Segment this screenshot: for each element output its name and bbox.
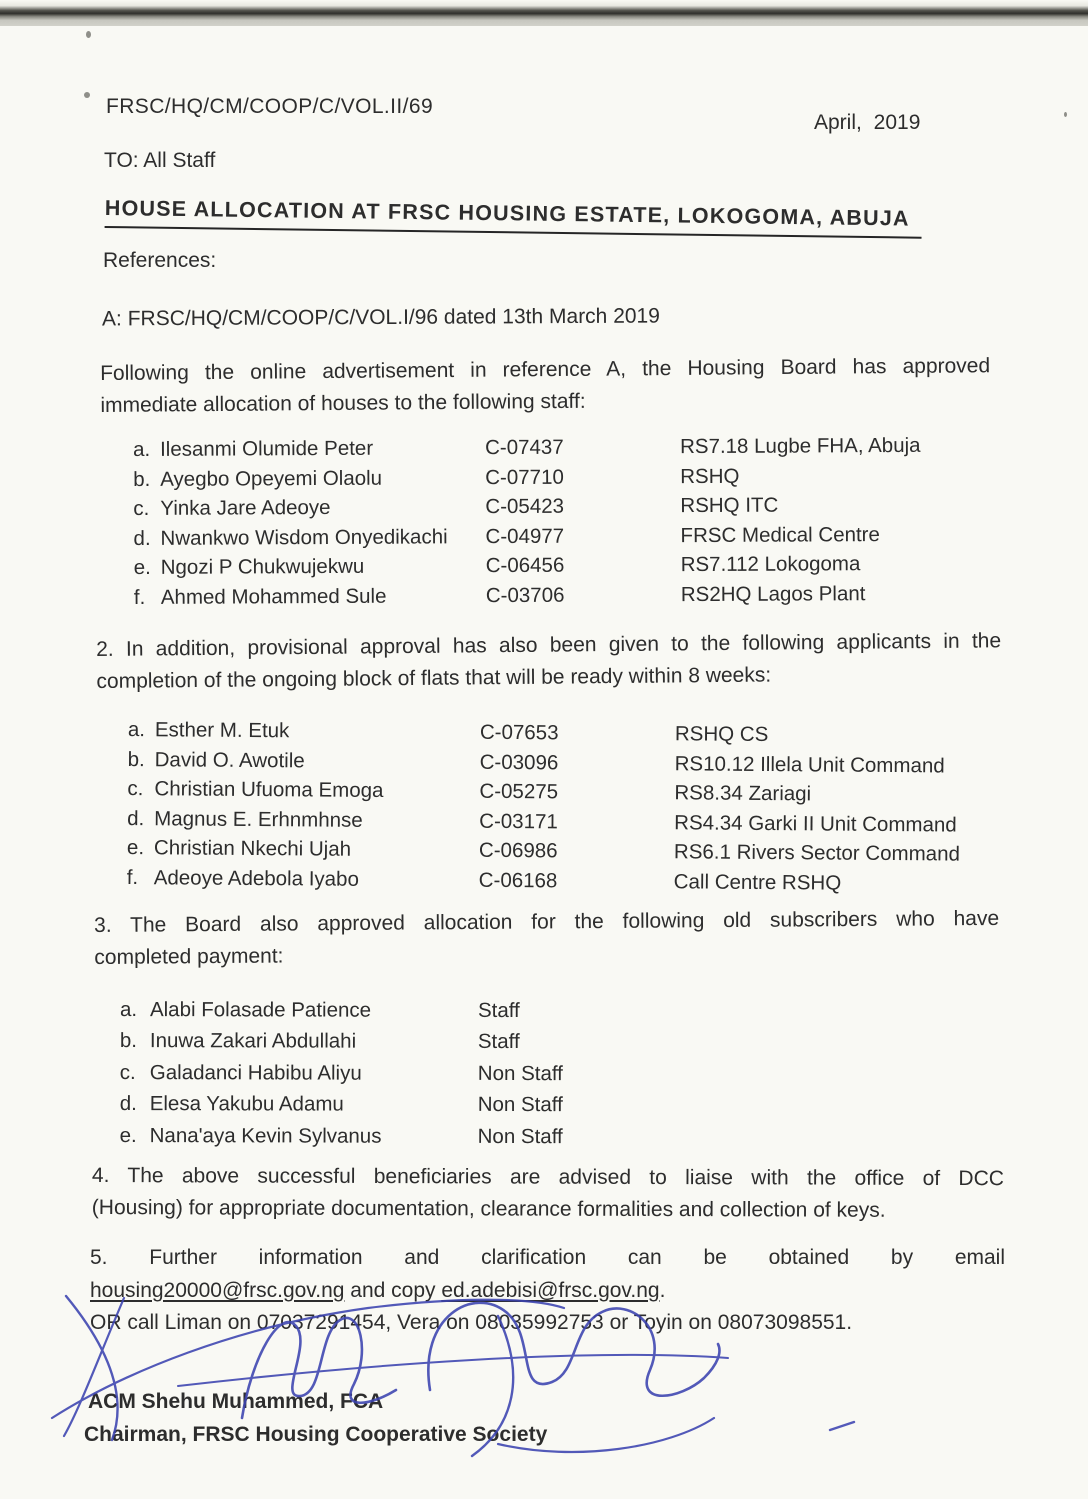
staff-name: David O. Awotile [154,747,305,772]
subscriber-name: Inuwa Zakari Abdullahi [149,1029,357,1054]
allocation-location: RSHQ CS [674,722,769,747]
paragraph-line [90,1275,1005,1308]
row-letter: c. [119,1060,136,1084]
subscriber-name: Alabi Folasade Patience [149,998,372,1022]
allocation-location: RS7.18 Lugbe FHA, Abuja [679,433,921,459]
row-letter: c. [127,776,144,801]
paragraph-line: OR call Liman on 07037291454, Vera on 08035992753 or Toyin on 08073098551. [90,1311,853,1334]
staff-code: C-06986 [478,838,558,863]
row-letter: c. [133,496,150,520]
paragraph-3 [94,903,999,973]
paragraph-line: 2. In addition, provisional approval has also been given to the following applicants in the [96,629,1002,661]
row-letter: e. [119,1123,137,1147]
paragraph-line: 5. Further information and clarification can be obtained by email [90,1246,1005,1269]
paragraph-4 [92,1160,1004,1226]
scan-edge-bottom [0,0,1088,26]
allocation-row [133,434,921,468]
allocation-location: RSHQ ITC [680,493,779,518]
subscriber-status: Staff [477,1030,520,1054]
allocation-row [133,522,921,556]
allocation-row [127,865,960,901]
staff-name: Christian Ufuoma Emoga [154,777,384,803]
staff-code: C-04977 [485,524,565,548]
subscriber-status: Staff [477,998,520,1023]
reference-number: FRSC/HQ/CM/COOP/C/VOL.II/69 [106,95,434,118]
document-date: April, 2019 [814,111,921,134]
staff-name: Ayegbo Opeyemi Olaolu [160,466,383,491]
allocation-location: RS7.112 Lokogoma [680,552,861,577]
staff-code: C-06168 [478,868,558,892]
allocation-location: RSHQ [680,464,740,488]
paragraph-line: Following the online advertisement in reference A, the Housing Board has approved [100,354,991,385]
allocation-location: RS10.12 Illela Unit Command [674,751,945,777]
reference-a-line: A: FRSC/HQ/CM/COOP/C/VOL.I/96 dated 13th March 2019 [101,304,660,331]
allocation-list-2 [127,718,961,902]
subscriber-row [120,1092,563,1125]
paragraph-line: (Housing) for appropriate documentation, clearance formalities and collection of keys. [91,1195,886,1222]
paragraph-line: immediate allocation of houses to the following staff: [100,389,586,417]
paragraph-5 [90,1242,1005,1340]
staff-code: C-03171 [479,809,558,833]
signature-stroke [830,1422,854,1430]
scan-speck [1064,112,1067,117]
row-letter: b. [119,1029,138,1053]
row-letter: e. [133,555,151,579]
subscriber-status: Non Staff [477,1124,563,1148]
row-letter: f. [133,585,146,609]
row-letter: e. [126,835,145,860]
allocation-location: RS6.1 Rivers Sector Command [673,840,961,866]
scan-speck [86,31,91,38]
signatory-title: Chairman, FRSC Housing Cooperative Society [84,1423,548,1446]
row-letter: d. [127,806,145,830]
staff-name: Ahmed Mohammed Sule [160,584,387,609]
subscriber-status: Non Staff [477,1093,563,1117]
staff-code: C-07437 [484,435,564,460]
paragraph-line: 4. The above successful beneficiaries are advised to liaise with the office of DCC [91,1164,1004,1191]
allocation-list-1 [133,434,921,615]
allocation-location: FRSC Medical Centre [680,522,880,547]
allocation-row [134,552,922,586]
staff-name: Esther M. Etuk [154,718,290,743]
row-letter: d. [119,1092,137,1116]
subscriber-status: Non Staff [477,1061,563,1085]
row-letter: a. [119,998,138,1022]
subscriber-row [120,998,563,1031]
allocation-row [133,463,921,497]
references-label: References: [103,249,217,272]
paragraph-2 [96,625,1002,697]
between-emails-text: and copy [344,1278,442,1302]
staff-name: Ngozi P Chukwujekwu [160,554,365,579]
scan-speck [84,92,90,98]
staff-name: Yinka Jare Adeoye [160,495,331,520]
signatory-name: ACM Shehu Muhammed, FCA [88,1390,384,1413]
allocation-location: RS8.34 Zariagi [674,781,812,806]
subscriber-row [120,1124,563,1157]
row-letter: f. [126,865,139,889]
allocation-row [133,493,921,527]
allocation-location: Call Centre RSHQ [673,869,842,895]
row-letter: b. [127,747,145,771]
document-title: HOUSE ALLOCATION AT FRSC HOUSING ESTATE, LOKOGOMA, ABUJA [105,196,922,239]
paragraph-line: completed payment: [94,944,284,969]
staff-code: C-03096 [479,750,559,774]
staff-name: Christian Nkechi Ujah [153,836,352,861]
row-letter: a. [127,718,146,742]
after-emails-text: . [659,1278,666,1302]
subscriber-row [120,1061,563,1094]
subscriber-name: Galadanci Habibu Aliyu [149,1060,362,1085]
addressee-line: TO: All Staff [104,149,216,172]
staff-code: C-06456 [485,553,565,578]
paragraph-line: 3. The Board also approved allocation for the following old subscribers who have [94,906,1000,937]
subscriber-list [120,998,564,1156]
email-housing: housing20000@frsc.gov.ng [90,1278,345,1302]
staff-name: Nwankwo Wisdom Onyedikachi [160,524,448,550]
staff-code: C-05423 [485,494,565,519]
staff-code: C-05275 [479,779,559,804]
staff-name: Ilesanmi Olumide Peter [159,436,374,461]
row-letter: a. [133,437,151,461]
staff-code: C-03706 [485,583,565,607]
row-letter: b. [133,467,151,491]
paragraph-line: completion of the ongoing block of flats that will be ready within 8 weeks: [96,663,772,693]
paragraph-1 [100,350,991,421]
allocation-location: RS4.34 Garki II Unit Command [674,810,957,837]
allocation-location: RS2HQ Lagos Plant [680,581,866,606]
subscriber-name: Nana'aya Kevin Sylvanus [149,1123,382,1148]
signature-stroke [178,1355,728,1386]
staff-code: C-07653 [479,720,559,745]
allocation-row [134,581,922,615]
staff-name: Magnus E. Erhnmhnse [154,806,363,832]
staff-name: Adeoye Adebola Iyabo [153,865,360,891]
staff-code: C-07710 [485,465,564,489]
subscriber-name: Elesa Yakubu Adamu [149,1092,344,1116]
email-adebisi: ed.adebisi@frsc.gov.ng [441,1278,660,1302]
subscriber-row [120,1029,563,1062]
row-letter: d. [133,526,151,550]
